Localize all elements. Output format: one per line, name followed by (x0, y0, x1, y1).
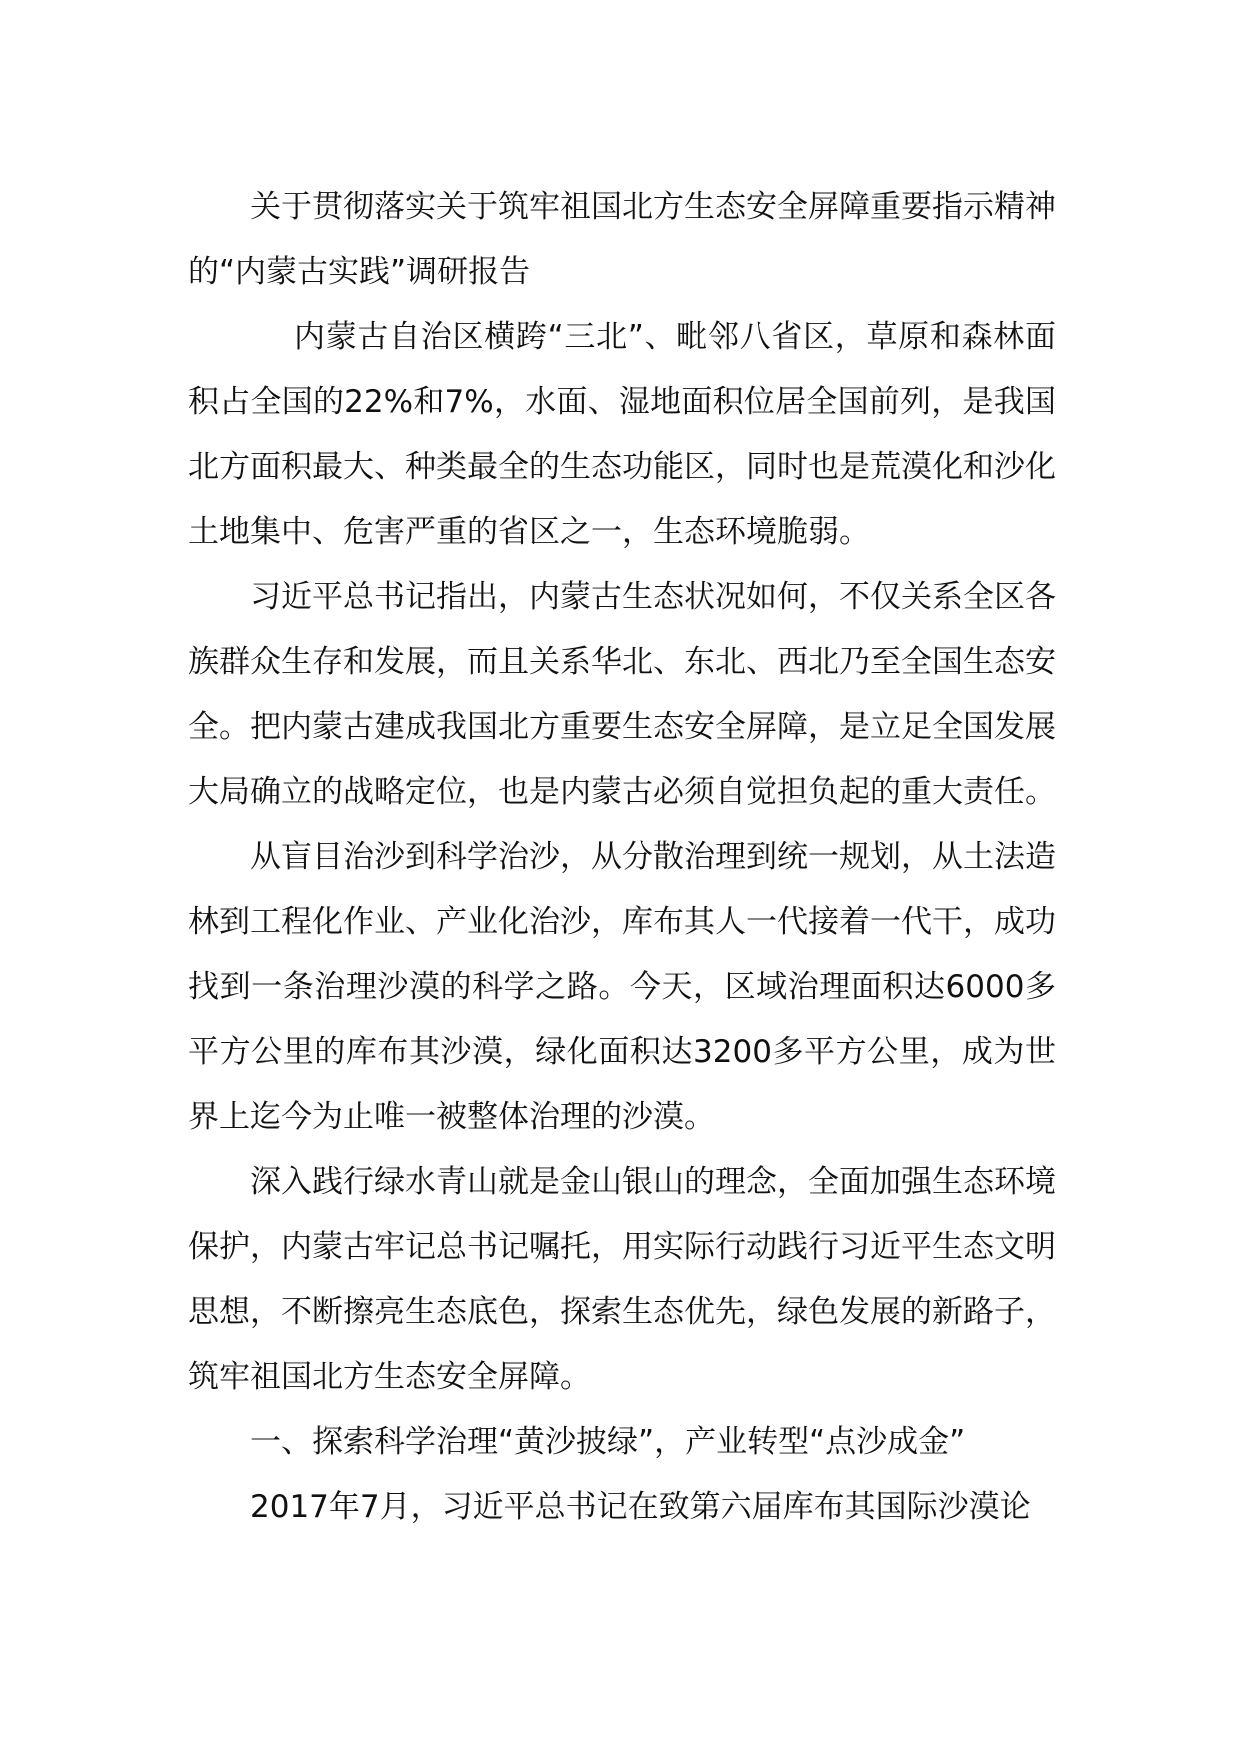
paragraph-quote: 习近平总书记指出，内蒙古生态状况如何，不仅关系全区各族群众生存和发展，而且关系华北、东北、西北乃至全国生态安全。把内蒙古建成我国北方重要生态安全屏障，是立足全国发展大局确立的战略定位，也是内蒙古必须自觉担负起的重大责任。 (188, 579, 1056, 810)
report-title: 关于贯彻落实关于筑牢祖国北方生态安全屏障重要指示精神的“内蒙古实践”调研报告 (188, 189, 1056, 290)
paragraph-kubuqi: 从盲目治沙到科学治沙，从分散治理到统一规划，从土法造林到工程化作业、产业化治沙，库布其人一代接着一代干，成功找到一条治理沙漠的科学之路。今天，区域治理面积达6000多平方公里的库布其沙漠，绿化面积达3200多平方公里，成为世界上迄今为止唯一被整体治理的沙漠。 (188, 839, 1056, 1135)
section-heading-1: 一、探索科学治理“黄沙披绿”，产业转型“点沙成金” (250, 1424, 966, 1460)
paragraph-practice: 深入践行绿水青山就是金山银山的理念，全面加强生态环境保护，内蒙古牢记总书记嘱托，用实际行动践行习近平生态文明思想，不断擦亮生态底色，探索生态优先，绿色发展的新路子，筑牢祖国北方生态安全屏障。 (188, 1164, 1056, 1395)
paragraph-2017: 2017年7月，习近平总书记在致第六届库布其国际沙漠论 (250, 1489, 1031, 1525)
paragraph-intro: 内蒙古自治区横跨“三北”、毗邻八省区，草原和森林面积占全国的22%和7%，水面、湿地面积位居全国前列，是我国北方面积最大、种类最全的生态功能区，同时也是荒漠化和沙化土地集中、危害严重的省区之一，生态环境脆弱。 (188, 319, 1056, 550)
document-body (188, 175, 1056, 1540)
